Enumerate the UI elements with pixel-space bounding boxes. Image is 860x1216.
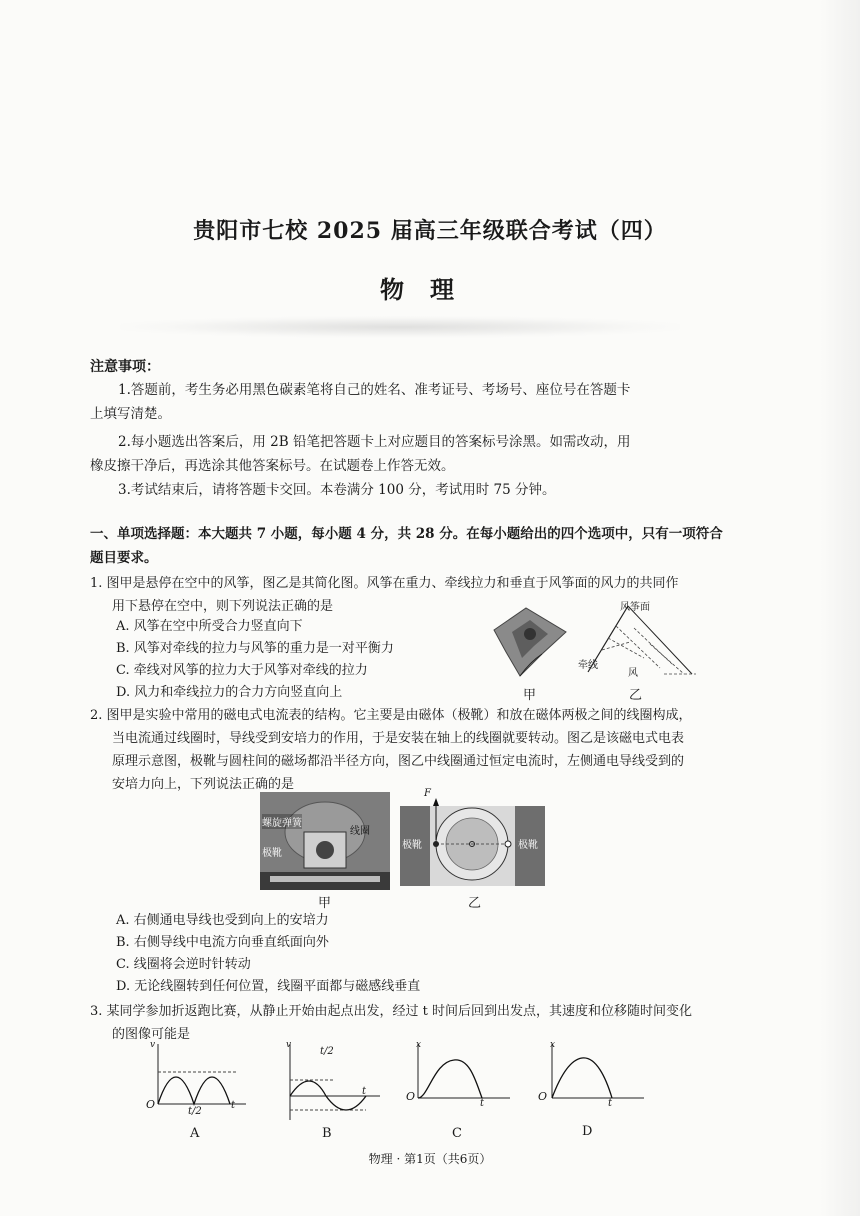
question-2-options — [116, 910, 536, 998]
notice-item-1-line-2: 上填写清楚。 — [90, 406, 171, 422]
scan-smudge — [120, 316, 680, 338]
q3-graph-c-label: C — [452, 1126, 462, 1141]
question-1-options — [116, 616, 476, 704]
q2-option-d[interactable]: D. 无论线圈转到任何位置，线圈平面都与磁感线垂直 — [116, 979, 421, 994]
q3-b-t: t — [362, 1086, 367, 1097]
subject-text: 物理 — [380, 275, 480, 304]
subject-title — [0, 270, 860, 305]
pole-label-right: 极靴 — [518, 840, 538, 851]
wind-label: 风 — [628, 668, 638, 679]
kite-photo-figure — [484, 602, 584, 682]
q3-d-origin: O — [538, 1090, 548, 1103]
q3-c-t: t — [480, 1098, 485, 1109]
q3-a-half-t: t/2 — [188, 1106, 202, 1117]
section-1-heading — [90, 522, 790, 570]
q3-line-1: 3. 某同学参加折返跑比赛，从静止开始由起点出发，经过 t 时间后回到出发点，其速度和位移随时间变化 — [90, 1004, 693, 1019]
q1-line-1: 1. 图甲是悬停在空中的风筝，图乙是其简化图。风筝在重力、牵线拉力和垂直于风筝面的风力的共同作 — [90, 576, 679, 591]
q2-option-c[interactable]: C. 线圈将会逆时针转动 — [116, 957, 251, 972]
q3-c-origin: O — [406, 1090, 416, 1103]
pole-label-left-photo: 极靴 — [262, 848, 282, 859]
spring-label: 螺旋弹簧 — [262, 814, 302, 829]
notice-item-2-line-1: 2.每小题选出答案后，用 2B 铅笔把答题卡上对应题目的答案标号涂黑。如需改动，用 — [118, 434, 631, 450]
exam-title: 贵阳市七校 2025 届高三年级联合考试（四） — [193, 218, 667, 244]
q1-option-c[interactable]: C. 牵线对风筝的拉力大于风筝对牵线的拉力 — [116, 663, 368, 678]
q1-fig-yi-label: 乙 — [629, 688, 643, 703]
notice-item-2-line-2: 橡皮擦干净后，再选涂其他答案标号。在试题卷上作答无效。 — [90, 458, 455, 474]
q3-a-origin: O — [146, 1098, 156, 1111]
q3-b-half-t: t/2 — [320, 1046, 334, 1057]
q2-fig-yi-label: 乙 — [468, 896, 482, 911]
q1-option-a[interactable]: A. 风筝在空中所受合力竖直向下 — [116, 619, 303, 634]
ammeter-photo-figure — [260, 792, 390, 890]
scan-edge-shadow — [820, 0, 860, 1216]
q2-line-1: 2. 图甲是实验中常用的磁电式电流表的结构。它主要是由磁体（极靴）和放在磁体两极之间的线圈构成， — [90, 708, 692, 723]
question-3-stem — [90, 1000, 800, 1046]
pole-label-left: 极靴 — [402, 840, 422, 851]
q3-c-axis: x — [416, 1040, 422, 1050]
q2-line-2: 当电流通过线圈时，导线受到安培力的作用，于是安装在轴上的线圈就要转动。图乙是该磁电式电表 — [112, 731, 685, 746]
q2-fig-jia-label: 甲 — [318, 896, 332, 911]
q1-option-d[interactable]: D. 风力和牵线拉力的合力方向竖直向上 — [116, 685, 343, 700]
force-label: F — [424, 788, 431, 799]
notice-item-1-line-1: 1.答题前，考生务必用黑色碳素笔将自己的姓名、准考证号、考场号、座位号在答题卡 — [118, 382, 631, 398]
ammeter-structure-icon — [260, 792, 390, 890]
section-1-line-1: 一、单项选择题：本大题共 7 小题，每小题 4 分，共 28 分。在每小题给出的四个选项中，只有一项符合 — [90, 526, 723, 542]
q2-line-4: 安培力向上，下列说法正确的是 — [112, 777, 295, 792]
q3-a-t: t — [231, 1100, 236, 1111]
q3-d-t: t — [608, 1098, 613, 1109]
q2-option-a[interactable]: A. 右侧通电导线也受到向上的安培力 — [116, 913, 329, 928]
q3-graph-b-label: B — [322, 1126, 332, 1141]
q1-fig-jia-label: 甲 — [523, 688, 537, 703]
notice-item-3: 3.考试结束后，请将答题卡交回。本卷满分 100 分，考试用时 75 分钟。 — [118, 482, 556, 498]
q3-b-axis: v — [286, 1040, 292, 1050]
q3-graph-a-label: A — [190, 1126, 200, 1141]
kite-string-label: 牵线 — [578, 660, 598, 671]
q3-d-axis: x — [550, 1040, 556, 1050]
q3-graph-d — [540, 1042, 650, 1122]
question-2-stem — [90, 704, 800, 796]
q3-a-axis: v — [150, 1040, 156, 1050]
section-1-line-2: 题目要求。 — [90, 550, 158, 566]
page-footer: 物理 · 第1页（共6页） — [368, 1152, 492, 1166]
notice-block — [90, 378, 780, 502]
coil-label: 线圈 — [350, 826, 370, 837]
q3-graph-c — [406, 1042, 516, 1122]
notice-heading: 注意事项： — [90, 359, 160, 375]
q2-line-3: 原理示意图，极靴与圆柱间的磁场都沿半径方向，图乙中线圈通过恒定电流时，左侧通电导线受到的 — [112, 754, 685, 769]
q2-option-b[interactable]: B. 右侧导线中电流方向垂直纸面向外 — [116, 935, 329, 950]
q1-option-b[interactable]: B. 风筝对牵线的拉力与风筝的重力是一对平衡力 — [116, 641, 394, 656]
q3-line-2: 的图像可能是 — [112, 1027, 191, 1042]
q1-line-2: 用下悬停在空中，则下列说法正确的是 — [112, 599, 334, 614]
kite-face-label: 风筝面 — [620, 602, 650, 613]
q3-graph-d-label: D — [582, 1124, 593, 1139]
